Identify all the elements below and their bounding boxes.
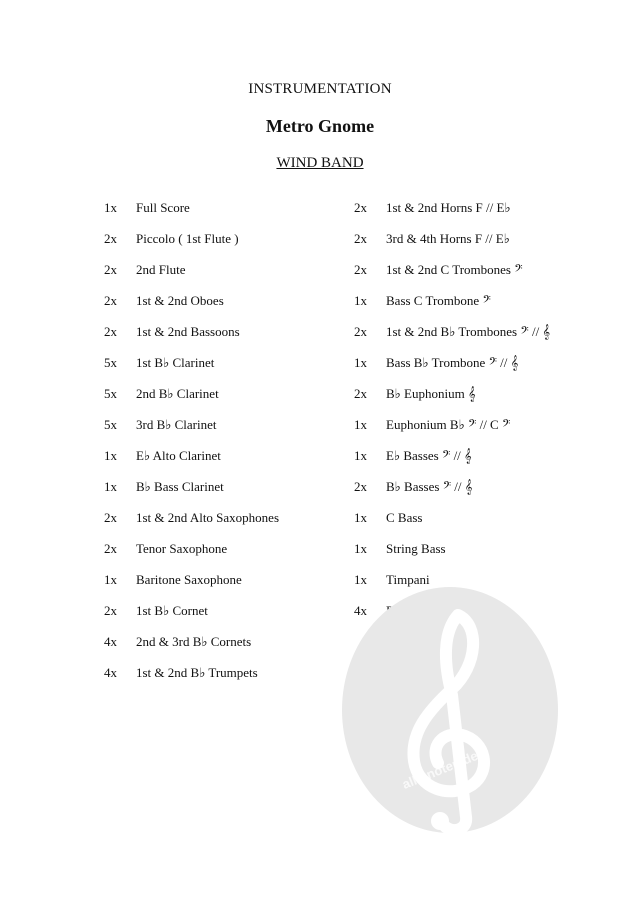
list-item — [104, 664, 344, 695]
list-item — [354, 323, 604, 354]
list-item — [354, 292, 604, 323]
quantity: 1x — [104, 479, 117, 494]
list-item — [354, 540, 604, 571]
quantity: 2x — [104, 541, 117, 556]
quantity: 1x — [104, 200, 117, 215]
instrument-name: 2nd B♭ Clarinet — [136, 386, 219, 401]
quantity: 5x — [104, 417, 117, 432]
list-item — [104, 199, 344, 230]
quantity: 2x — [354, 324, 367, 339]
quantity: 1x — [354, 510, 367, 525]
treble-clef-icon — [340, 585, 560, 835]
quantity: 1x — [354, 448, 367, 463]
instrument-name: 1st & 2nd B♭ Trumpets — [136, 665, 258, 680]
instrument-name: 3rd & 4th Horns F // E♭ — [386, 231, 510, 246]
list-item — [354, 509, 604, 540]
quantity: 5x — [104, 355, 117, 370]
quantity: 4x — [104, 665, 117, 680]
watermark-text: alle-noten.de — [400, 747, 480, 792]
list-item — [104, 416, 344, 447]
list-item — [104, 571, 344, 602]
quantity: 2x — [104, 324, 117, 339]
instrument-name: E♭ Basses 𝄢 // 𝄞 — [386, 448, 472, 463]
instrument-name: Full Score — [136, 200, 190, 215]
instrument-name: 1st & 2nd Bassoons — [136, 324, 240, 339]
instrument-list-right — [354, 199, 604, 633]
instrument-name: 2nd Flute — [136, 262, 186, 277]
list-item — [104, 540, 344, 571]
list-item — [354, 478, 604, 509]
list-item — [104, 447, 344, 478]
quantity: 2x — [104, 231, 117, 246]
quantity: 2x — [104, 603, 117, 618]
quantity: 2x — [354, 479, 367, 494]
instrument-name: B♭ Bass Clarinet — [136, 479, 224, 494]
quantity: 2x — [354, 231, 367, 246]
instrument-name: String Bass — [386, 541, 446, 556]
list-item — [354, 416, 604, 447]
list-item — [104, 509, 344, 540]
list-item — [354, 230, 604, 261]
instrument-name: 1st & 2nd Alto Saxophones — [136, 510, 280, 525]
instrument-list-left — [104, 199, 344, 695]
list-item — [104, 354, 344, 385]
list-item — [104, 261, 344, 292]
instrument-name: C Bass — [386, 510, 423, 525]
instrument-name: Piccolo ( 1st Flute ) — [136, 231, 239, 246]
instrumentation-heading: INSTRUMENTATION — [248, 81, 392, 97]
list-item — [354, 354, 604, 385]
quantity: 2x — [104, 262, 117, 277]
list-item — [104, 292, 344, 323]
instrument-name: Tenor Saxophone — [136, 541, 228, 556]
quantity: 1x — [354, 355, 367, 370]
list-item — [104, 230, 344, 261]
instrument-name: 1st B♭ Clarinet — [136, 355, 215, 370]
instrument-name: E♭ Alto Clarinet — [136, 448, 221, 463]
list-item — [354, 261, 604, 292]
piece-title: Metro Gnome — [265, 116, 375, 136]
list-item — [104, 602, 344, 633]
quantity: 2x — [104, 293, 117, 308]
quantity: 2x — [354, 386, 367, 401]
quantity: 1x — [354, 541, 367, 556]
quantity: 2x — [354, 262, 367, 277]
list-item — [104, 478, 344, 509]
list-item — [354, 199, 604, 230]
quantity: 1x — [354, 572, 367, 587]
instrument-name: Bass C Trombone 𝄢 — [386, 293, 491, 308]
instrument-name: 2nd & 3rd B♭ Cornets — [136, 634, 252, 649]
list-item — [354, 385, 604, 416]
instrument-name: Euphonium B♭ 𝄢 // C 𝄢 — [386, 417, 511, 432]
quantity: 1x — [104, 448, 117, 463]
list-item — [104, 385, 344, 416]
instrument-name: 1st & 2nd Oboes — [136, 293, 224, 308]
instrument-name: 1st B♭ Cornet — [136, 603, 208, 618]
quantity: 1x — [104, 572, 117, 587]
list-item — [104, 323, 344, 354]
instrument-name: 3rd B♭ Clarinet — [136, 417, 217, 432]
instrument-name: 1st & 2nd B♭ Trombones 𝄢 // 𝄞 — [386, 324, 551, 339]
quantity: 4x — [354, 603, 367, 618]
quantity: 2x — [104, 510, 117, 525]
quantity: 1x — [354, 417, 367, 432]
instrument-name: B♭ Euphonium 𝄞 — [386, 386, 476, 401]
quantity: 5x — [104, 386, 117, 401]
instrument-name: Bass B♭ Trombone 𝄢 // 𝄞 — [386, 355, 519, 370]
instrument-name: B♭ Basses 𝄢 // 𝄞 — [386, 479, 473, 494]
quantity: 4x — [104, 634, 117, 649]
quantity: 2x — [354, 200, 367, 215]
ensemble-subtitle: WIND BAND — [276, 155, 364, 171]
instrument-name: 1st & 2nd C Trombones 𝄢 — [386, 262, 523, 277]
quantity: 1x — [354, 293, 367, 308]
list-item — [354, 447, 604, 478]
instrument-name: Baritone Saxophone — [136, 572, 242, 587]
list-item — [104, 633, 344, 664]
instrument-name: Timpani — [386, 572, 430, 587]
instrument-name: 1st & 2nd Horns F // E♭ — [386, 200, 511, 215]
